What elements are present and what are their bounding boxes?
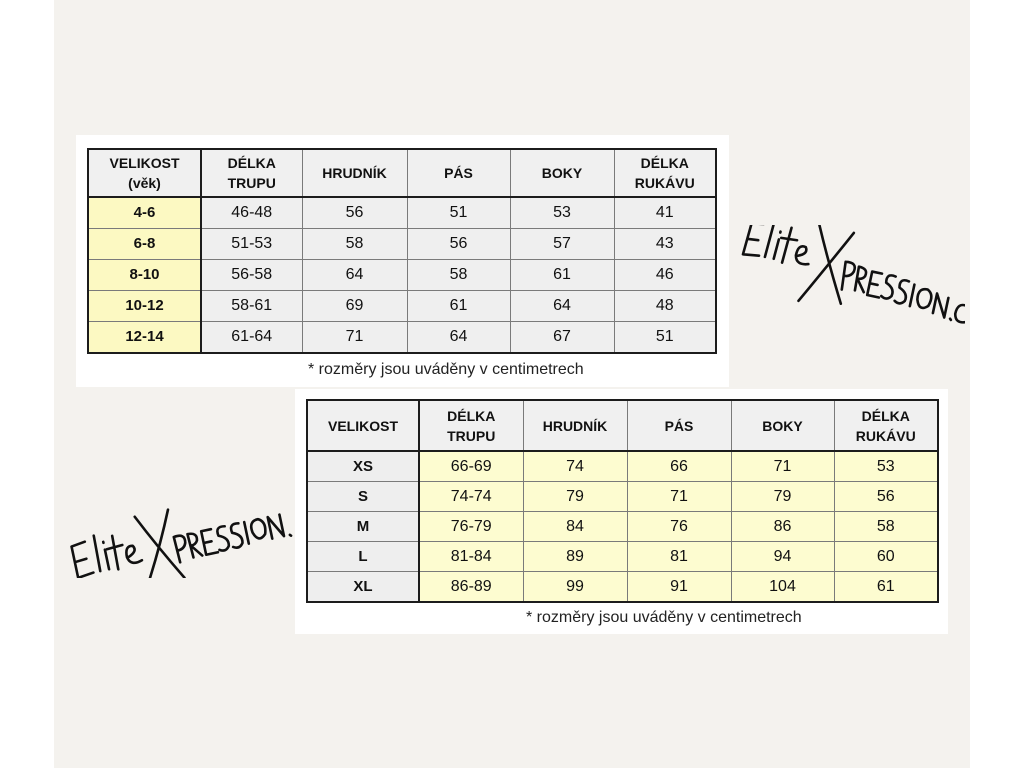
size-cell: 6-8 xyxy=(88,229,201,260)
waist-cell: 56 xyxy=(407,229,510,260)
torso-length-cell: 51-53 xyxy=(201,229,302,260)
adult-size-chart xyxy=(295,389,948,634)
column-header-hips: BOKY xyxy=(731,400,834,451)
sleeve-length-cell: 46 xyxy=(614,260,716,291)
column-header-sleeve-length: DÉLKA RUKÁVU xyxy=(614,149,716,197)
chest-cell: 84 xyxy=(523,512,627,542)
size-cell: 4-6 xyxy=(88,197,201,229)
table-row xyxy=(88,229,716,260)
sleeve-length-cell: 60 xyxy=(834,542,938,572)
sleeve-length-cell: 41 xyxy=(614,197,716,229)
kids-size-chart xyxy=(76,135,729,387)
chest-cell: 58 xyxy=(302,229,407,260)
chest-cell: 79 xyxy=(523,482,627,512)
kids-size-table xyxy=(87,148,717,354)
column-header-chest: HRUDNÍK xyxy=(523,400,627,451)
column-header-waist: PÁS xyxy=(627,400,731,451)
adult-size-table xyxy=(306,399,939,603)
table-row xyxy=(88,291,716,322)
column-header-waist: PÁS xyxy=(407,149,510,197)
sleeve-length-cell: 56 xyxy=(834,482,938,512)
units-note: * rozměry jsou uváděny v centimetrech xyxy=(308,361,584,378)
torso-length-cell: 76-79 xyxy=(419,512,523,542)
size-cell: XS xyxy=(307,451,419,482)
waist-cell: 58 xyxy=(407,260,510,291)
column-header-torso-length: DÉLKA TRUPU xyxy=(419,400,523,451)
torso-length-cell: 61-64 xyxy=(201,322,302,354)
size-cell: 10-12 xyxy=(88,291,201,322)
hips-cell: 71 xyxy=(731,451,834,482)
size-cell: 8-10 xyxy=(88,260,201,291)
table-row xyxy=(307,572,938,603)
table-row xyxy=(307,451,938,482)
chest-cell: 69 xyxy=(302,291,407,322)
table-row xyxy=(88,197,716,229)
units-note: * rozměry jsou uváděny v centimetrech xyxy=(526,609,802,626)
chest-cell: 74 xyxy=(523,451,627,482)
chest-cell: 71 xyxy=(302,322,407,354)
column-header-hips: BOKY xyxy=(510,149,614,197)
waist-cell: 61 xyxy=(407,291,510,322)
waist-cell: 81 xyxy=(627,542,731,572)
sleeve-length-cell: 48 xyxy=(614,291,716,322)
waist-cell: 91 xyxy=(627,572,731,603)
hips-cell: 86 xyxy=(731,512,834,542)
waist-cell: 51 xyxy=(407,197,510,229)
hips-cell: 104 xyxy=(731,572,834,603)
sleeve-length-cell: 61 xyxy=(834,572,938,603)
column-header-size: VELIKOST xyxy=(307,400,419,451)
elitexpression-logo-icon xyxy=(735,225,965,325)
column-header-sleeve-length: DÉLKA RUKÁVU xyxy=(834,400,938,451)
hips-cell: 61 xyxy=(510,260,614,291)
table-row xyxy=(88,260,716,291)
hips-cell: 94 xyxy=(731,542,834,572)
torso-length-cell: 81-84 xyxy=(419,542,523,572)
chest-cell: 99 xyxy=(523,572,627,603)
column-header-chest: HRUDNÍK xyxy=(302,149,407,197)
sleeve-length-cell: 53 xyxy=(834,451,938,482)
torso-length-cell: 86-89 xyxy=(419,572,523,603)
hips-cell: 79 xyxy=(731,482,834,512)
waist-cell: 76 xyxy=(627,512,731,542)
column-header-size-age: VELIKOST (věk) xyxy=(88,149,201,197)
waist-cell: 66 xyxy=(627,451,731,482)
waist-cell: 64 xyxy=(407,322,510,354)
table-header-row xyxy=(88,149,716,197)
size-cell: L xyxy=(307,542,419,572)
table-row xyxy=(307,542,938,572)
chest-cell: 56 xyxy=(302,197,407,229)
table-row xyxy=(307,482,938,512)
sleeve-length-cell: 43 xyxy=(614,229,716,260)
torso-length-cell: 56-58 xyxy=(201,260,302,291)
table-row xyxy=(88,322,716,354)
hips-cell: 57 xyxy=(510,229,614,260)
table-header-row xyxy=(307,400,938,451)
sleeve-length-cell: 51 xyxy=(614,322,716,354)
torso-length-cell: 46-48 xyxy=(201,197,302,229)
size-cell: M xyxy=(307,512,419,542)
size-cell: 12-14 xyxy=(88,322,201,354)
table-row xyxy=(307,512,938,542)
hips-cell: 67 xyxy=(510,322,614,354)
size-cell: S xyxy=(307,482,419,512)
elitexpression-logo-icon xyxy=(62,478,294,578)
size-cell: XL xyxy=(307,572,419,603)
hips-cell: 53 xyxy=(510,197,614,229)
chest-cell: 89 xyxy=(523,542,627,572)
waist-cell: 71 xyxy=(627,482,731,512)
column-header-torso-length: DÉLKA TRUPU xyxy=(201,149,302,197)
chest-cell: 64 xyxy=(302,260,407,291)
torso-length-cell: 66-69 xyxy=(419,451,523,482)
torso-length-cell: 74-74 xyxy=(419,482,523,512)
torso-length-cell: 58-61 xyxy=(201,291,302,322)
sleeve-length-cell: 58 xyxy=(834,512,938,542)
hips-cell: 64 xyxy=(510,291,614,322)
